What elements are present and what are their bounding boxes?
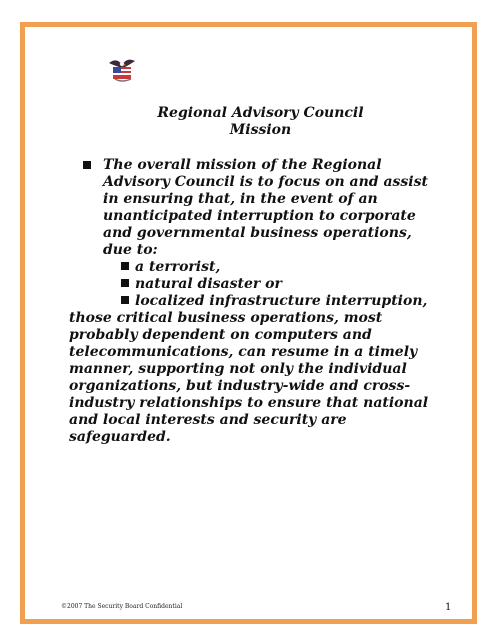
sub-bullet-natural-disaster <box>121 276 429 293</box>
mission-body <box>69 157 429 446</box>
sub-bullet-text: localized infrastructure interruption, <box>135 293 428 309</box>
page-number: 1 <box>445 602 452 613</box>
title-line-2: Mission <box>229 122 292 138</box>
square-bullet-icon <box>83 161 91 169</box>
mission-continuation: those critical business operations, most probably dependent on computers and telecommunications, can resume in a timely manner, supporting not only the individual organizations, but industry-wide and cross-industry relationships to ensure that national and local interests and security are safeguarded. <box>69 310 429 445</box>
mission-bullet <box>103 157 429 259</box>
sub-bullet-infrastructure <box>121 293 429 310</box>
sub-bullet-text: natural disaster or <box>135 276 282 292</box>
square-bullet-icon <box>121 296 129 304</box>
title-line-1: Regional Advisory Council <box>157 105 364 121</box>
mission-statement: The overall mission of the Regional Advisory Council is to focus on and assist in ensuring that, in the event of an unanticipated interruption to corporate and governmental business operations, due to: <box>103 157 428 258</box>
square-bullet-icon <box>121 262 129 270</box>
slide-title <box>25 105 472 139</box>
eagle-flag-logo-icon <box>107 55 137 85</box>
copyright-footer: ©2007 The Security Board Confidential <box>61 603 183 610</box>
sub-bullet-text: a terrorist, <box>135 259 221 275</box>
sub-bullet-terrorist <box>121 259 429 276</box>
square-bullet-icon <box>121 279 129 287</box>
slide-frame <box>20 22 477 624</box>
